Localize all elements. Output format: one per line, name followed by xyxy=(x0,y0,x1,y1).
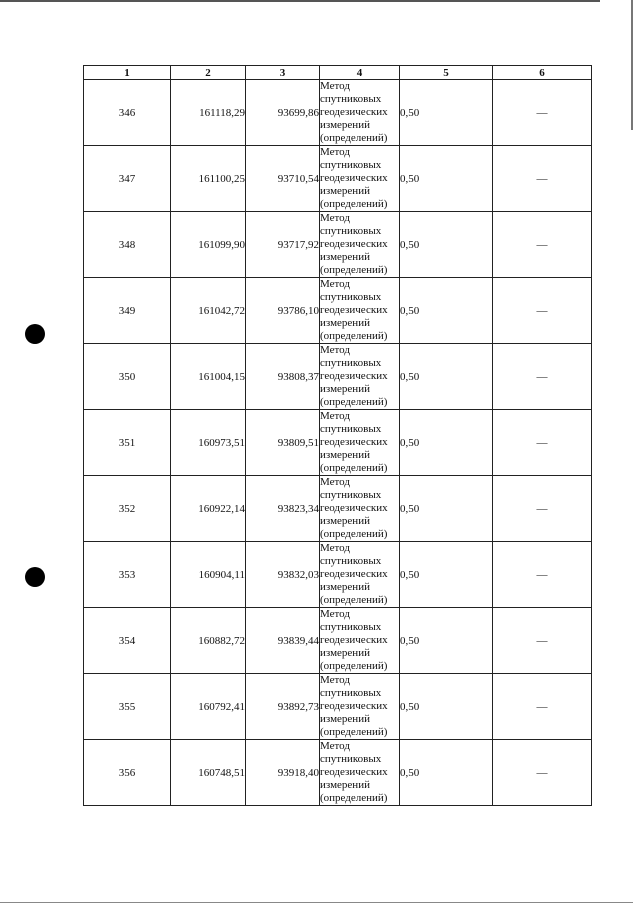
coordinate-y-cell: 93710,54 xyxy=(246,146,320,212)
note-cell: — xyxy=(493,80,592,146)
accuracy-cell: 0,50 xyxy=(400,542,493,608)
method-text-line: спутниковых xyxy=(320,357,382,369)
accuracy-cell: 0,50 xyxy=(400,146,493,212)
table-row xyxy=(84,80,592,146)
punch-hole-mark xyxy=(25,567,45,587)
scan-top-rule xyxy=(0,0,600,2)
method-text-line: геодезических xyxy=(320,304,388,316)
method-text-line: (определений) xyxy=(320,792,388,804)
accuracy-cell: 0,50 xyxy=(400,278,493,344)
method-cell xyxy=(320,608,400,674)
method-text-line: (определений) xyxy=(320,396,388,408)
method-text-line: (определений) xyxy=(320,198,388,210)
coordinate-x-cell: 160748,51 xyxy=(171,740,246,806)
method-text-line: спутниковых xyxy=(320,555,382,567)
note-cell: — xyxy=(493,542,592,608)
method-text-line: геодезических xyxy=(320,106,388,118)
table-header-row xyxy=(84,66,592,80)
table-body xyxy=(84,80,592,806)
method-cell xyxy=(320,212,400,278)
table-row xyxy=(84,608,592,674)
method-text-line: (определений) xyxy=(320,132,388,144)
method-text-line: Метод xyxy=(320,608,350,620)
method-text-line: измерений xyxy=(320,581,370,593)
method-text-line: измерений xyxy=(320,647,370,659)
point-number-cell: 356 xyxy=(84,740,171,806)
table-row xyxy=(84,542,592,608)
method-text-line: измерений xyxy=(320,515,370,527)
coordinate-x-cell: 160904,11 xyxy=(171,542,246,608)
method-text-line: измерений xyxy=(320,119,370,131)
method-text-line: спутниковых xyxy=(320,291,382,303)
note-cell: — xyxy=(493,608,592,674)
coordinate-x-cell: 160792,41 xyxy=(171,674,246,740)
note-cell: — xyxy=(493,212,592,278)
method-text-line: Метод xyxy=(320,146,350,158)
method-text-line: Метод xyxy=(320,212,350,224)
method-text-line: измерений xyxy=(320,713,370,725)
point-number-cell: 350 xyxy=(84,344,171,410)
accuracy-cell: 0,50 xyxy=(400,410,493,476)
method-text-line: измерений xyxy=(320,185,370,197)
method-text-line: спутниковых xyxy=(320,225,382,237)
method-text-line: геодезических xyxy=(320,436,388,448)
method-text-line: геодезических xyxy=(320,700,388,712)
coordinate-y-cell: 93892,73 xyxy=(246,674,320,740)
note-cell: — xyxy=(493,410,592,476)
method-cell xyxy=(320,278,400,344)
method-text-line: геодезических xyxy=(320,172,388,184)
method-text-line: Метод xyxy=(320,542,350,554)
method-text-line: геодезических xyxy=(320,766,388,778)
accuracy-cell: 0,50 xyxy=(400,476,493,542)
punch-hole-mark xyxy=(25,324,45,344)
point-number-cell: 348 xyxy=(84,212,171,278)
note-cell: — xyxy=(493,278,592,344)
table-row xyxy=(84,344,592,410)
coordinate-y-cell: 93699,86 xyxy=(246,80,320,146)
method-text-line: спутниковых xyxy=(320,753,382,765)
method-text-line: (определений) xyxy=(320,462,388,474)
point-number-cell: 347 xyxy=(84,146,171,212)
method-text-line: Метод xyxy=(320,80,350,92)
point-number-cell: 353 xyxy=(84,542,171,608)
method-text-line: Метод xyxy=(320,278,350,290)
method-text-line: (определений) xyxy=(320,528,388,540)
column-header: 4 xyxy=(320,66,400,80)
table-row xyxy=(84,410,592,476)
point-number-cell: 355 xyxy=(84,674,171,740)
method-text-line: спутниковых xyxy=(320,423,382,435)
coordinate-x-cell: 160973,51 xyxy=(171,410,246,476)
accuracy-cell: 0,50 xyxy=(400,740,493,806)
method-text-line: спутниковых xyxy=(320,159,382,171)
method-text-line: спутниковых xyxy=(320,489,382,501)
coordinate-x-cell: 161118,29 xyxy=(171,80,246,146)
method-text-line: геодезических xyxy=(320,502,388,514)
table-row xyxy=(84,278,592,344)
note-cell: — xyxy=(493,674,592,740)
method-text-line: Метод xyxy=(320,740,350,752)
method-cell xyxy=(320,80,400,146)
table-row xyxy=(84,212,592,278)
note-cell: — xyxy=(493,476,592,542)
method-cell xyxy=(320,476,400,542)
method-text-line: геодезических xyxy=(320,634,388,646)
accuracy-cell: 0,50 xyxy=(400,80,493,146)
method-text-line: (определений) xyxy=(320,264,388,276)
point-number-cell: 354 xyxy=(84,608,171,674)
coordinate-y-cell: 93839,44 xyxy=(246,608,320,674)
method-cell xyxy=(320,344,400,410)
column-header: 6 xyxy=(493,66,592,80)
coordinate-x-cell: 161099,90 xyxy=(171,212,246,278)
note-cell: — xyxy=(493,146,592,212)
coordinate-y-cell: 93823,34 xyxy=(246,476,320,542)
point-number-cell: 352 xyxy=(84,476,171,542)
method-text-line: (определений) xyxy=(320,660,388,672)
coordinates-table xyxy=(83,65,592,806)
table-row xyxy=(84,476,592,542)
method-text-line: измерений xyxy=(320,251,370,263)
method-text-line: (определений) xyxy=(320,726,388,738)
method-text-line: спутниковых xyxy=(320,621,382,633)
coordinate-y-cell: 93918,40 xyxy=(246,740,320,806)
note-cell: — xyxy=(493,344,592,410)
note-cell: — xyxy=(493,740,592,806)
method-text-line: (определений) xyxy=(320,330,388,342)
method-text-line: геодезических xyxy=(320,568,388,580)
method-text-line: геодезических xyxy=(320,238,388,250)
method-text-line: Метод xyxy=(320,410,350,422)
accuracy-cell: 0,50 xyxy=(400,344,493,410)
column-header: 2 xyxy=(171,66,246,80)
coordinate-x-cell: 161004,15 xyxy=(171,344,246,410)
method-cell xyxy=(320,674,400,740)
method-text-line: измерений xyxy=(320,779,370,791)
point-number-cell: 349 xyxy=(84,278,171,344)
table-row xyxy=(84,674,592,740)
method-cell xyxy=(320,542,400,608)
method-text-line: геодезических xyxy=(320,370,388,382)
column-header: 3 xyxy=(246,66,320,80)
method-text-line: спутниковых xyxy=(320,687,382,699)
method-text-line: Метод xyxy=(320,344,350,356)
method-cell xyxy=(320,146,400,212)
point-number-cell: 351 xyxy=(84,410,171,476)
method-text-line: измерений xyxy=(320,317,370,329)
method-cell xyxy=(320,740,400,806)
coordinate-x-cell: 160922,14 xyxy=(171,476,246,542)
coordinate-y-cell: 93809,51 xyxy=(246,410,320,476)
column-header: 1 xyxy=(84,66,171,80)
method-cell xyxy=(320,410,400,476)
coordinate-y-cell: 93832,03 xyxy=(246,542,320,608)
accuracy-cell: 0,50 xyxy=(400,674,493,740)
point-number-cell: 346 xyxy=(84,80,171,146)
coordinate-x-cell: 160882,72 xyxy=(171,608,246,674)
coordinate-x-cell: 161042,72 xyxy=(171,278,246,344)
method-text-line: спутниковых xyxy=(320,93,382,105)
scan-bottom-rule xyxy=(0,902,633,903)
coordinate-y-cell: 93808,37 xyxy=(246,344,320,410)
method-text-line: (определений) xyxy=(320,594,388,606)
method-text-line: измерений xyxy=(320,449,370,461)
accuracy-cell: 0,50 xyxy=(400,608,493,674)
coordinate-x-cell: 161100,25 xyxy=(171,146,246,212)
column-header: 5 xyxy=(400,66,493,80)
coordinate-y-cell: 93717,92 xyxy=(246,212,320,278)
method-text-line: Метод xyxy=(320,476,350,488)
table-row xyxy=(84,146,592,212)
coordinate-y-cell: 93786,10 xyxy=(246,278,320,344)
method-text-line: Метод xyxy=(320,674,350,686)
table-row xyxy=(84,740,592,806)
method-text-line: измерений xyxy=(320,383,370,395)
accuracy-cell: 0,50 xyxy=(400,212,493,278)
